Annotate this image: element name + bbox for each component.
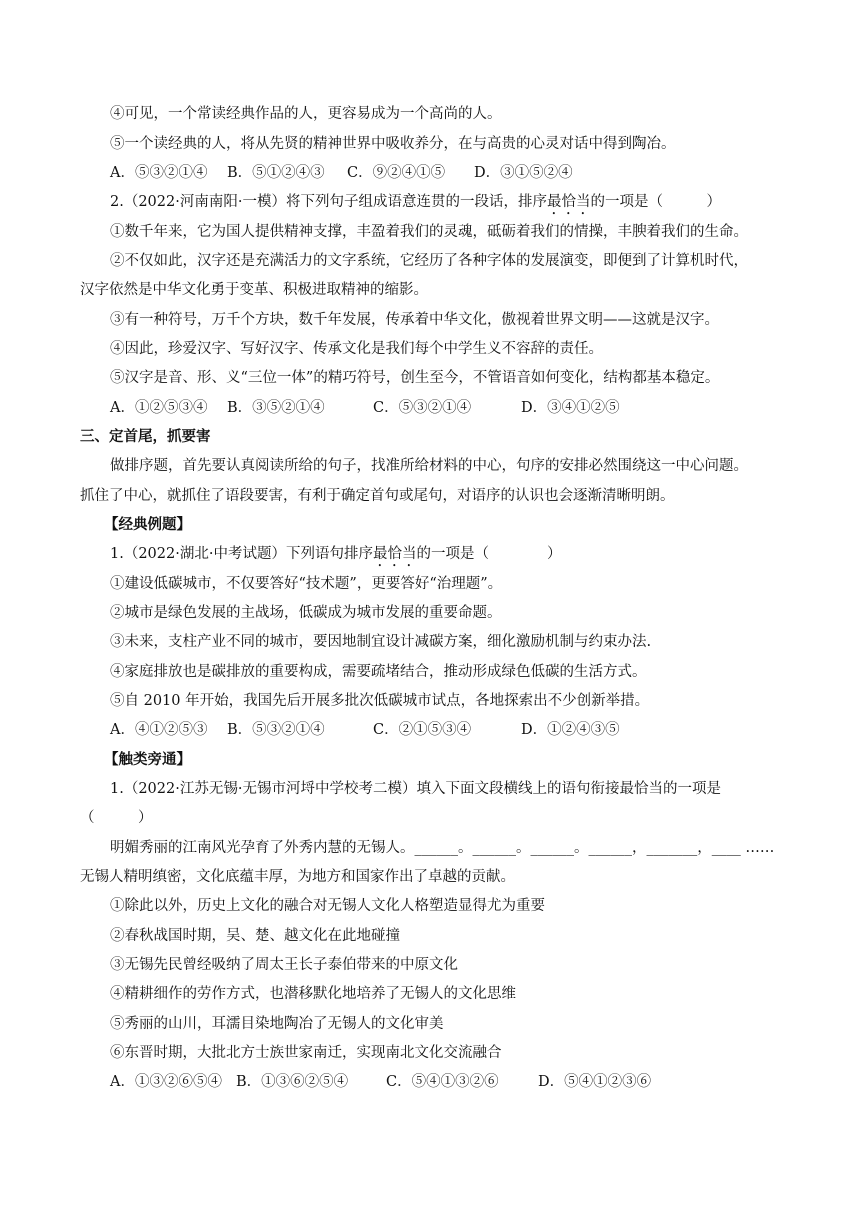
sentence: ②不仅如此，汉字还是充满活力的文字系统，它经历了各种字体的发展演变，即便到了计算机时代， — [110, 253, 748, 269]
sentence: ④家庭排放也是碳排放的重要构成，需要疏堵结合，推动形成绿色低碳的生活方式。 — [110, 664, 647, 680]
option-c: C．⑤④①③②⑥ — [386, 1074, 499, 1090]
sentence: ④因此，珍爱汉字、写好汉字、传承文化是我们每个中学生义不容辞的责任。 — [110, 341, 603, 357]
answer-options — [110, 398, 620, 418]
example-heading: 【经典例题】 — [104, 516, 191, 533]
answer-options — [110, 720, 620, 740]
sentence: ⑤汉字是音、形、义“三位一体”的精巧符号，创生至今，不管语音如何变化，结构都基本稳定。 — [110, 370, 720, 386]
question-stem — [110, 192, 721, 218]
practice-heading: 【触类旁通】 — [104, 751, 191, 768]
option-a: A．①②⑤③④ — [110, 400, 208, 416]
sentence: ④可见，一个常读经典作品的人，更容易成为一个高尚的人。 — [110, 106, 502, 122]
answer-options — [110, 163, 573, 183]
option-b: B．⑤③②①④ — [227, 722, 325, 738]
answer-options — [110, 1072, 651, 1092]
sentence: ③未来，支柱产业不同的城市，要因地制宜设计减碳方案，细化激励机制与约束办法. — [110, 634, 652, 650]
paragraph: 做排序题，首先要认真阅读所给的句子，找准所给材料的中心，句序的安排必然围绕这一中心问题。 — [110, 458, 748, 474]
sentence: ①数千年来，它为国人提供精神支撑，丰盈着我们的灵魂，砥砺着我们的情操，丰腴着我们的生命。 — [110, 224, 748, 240]
sentence: ⑤一个读经典的人，将从先贤的精神世界中吸收养分，在与高贵的心灵对话中得到陶冶。 — [110, 136, 676, 152]
option-d: D．③①⑤②④ — [474, 165, 573, 181]
passage-line: 明媚秀丽的江南风光孕育了外秀内慧的无锡人。______。______。______。______，_______，____ …… — [110, 840, 775, 856]
sentence: ①除此以外，历史上文化的融合对无锡人文化人格塑造显得尤为重要 — [110, 898, 545, 914]
sentence: ②春秋战国时期，吴、楚、越文化在此地碰撞 — [110, 928, 400, 944]
option-d: D．⑤④①②③⑥ — [538, 1074, 652, 1090]
option-d: D．③④①②⑤ — [521, 400, 620, 416]
sentence: ③有一种符号，万千个方块，数千年发展，传承着中华文化，傲视着世界文明——这就是汉字。 — [110, 312, 719, 328]
question-stem — [110, 544, 561, 570]
option-b: B．③⑤②①④ — [227, 400, 325, 416]
option-b: B．⑤①②④③ — [227, 165, 325, 181]
sentence-continued: 汉字依然是中华文化勇于变革、积极进取精神的缩影。 — [80, 282, 428, 298]
sentence: ⑤自 2010 年开始，我国先后开展多批次低碳城市试点，各地探索出不少创新举措。 — [110, 693, 650, 709]
section-heading: 三、定首尾，抓要害 — [80, 428, 211, 445]
stem-text: 的一项是（ ） — [416, 546, 562, 562]
sentence: ④精耕细作的劳作方式，也潜移默化地培养了无锡人的文化思维 — [110, 986, 516, 1002]
stem-text: 1.（2022·湖北·中考试题）下列语句排序 — [110, 546, 373, 562]
emphasis-text: 最恰当 — [372, 546, 417, 562]
option-c: C．⑨②④①⑤ — [347, 165, 446, 181]
option-c: C．②①⑤③④ — [373, 722, 472, 738]
option-c: C．⑤③②①④ — [373, 400, 472, 416]
stem-text: 的一项是（ ） — [590, 194, 721, 210]
paragraph-continued: 抓住了中心，就抓住了语段要害，有利于确定首句或尾句，对语序的认识也会逐渐清晰明朗。 — [80, 488, 675, 504]
sentence: ②城市是绿色发展的主战场，低碳成为城市发展的重要命题。 — [110, 605, 502, 621]
sentence: ⑥东晋时期，大批北方士族世家南迁，实现南北文化交流融合 — [110, 1045, 502, 1061]
stem-text: 2.（2022·河南南阳·一模）将下列句子组成语意连贯的一段话，排序 — [110, 194, 547, 210]
option-a: A．①③②⑥⑤④ — [110, 1074, 222, 1090]
option-a: A．⑤③②①④ — [110, 165, 208, 181]
passage-line-continued: 无锡人精明缜密，文化底蕴丰厚，为地方和国家作出了卓越的贡献。 — [80, 869, 515, 885]
sentence: ⑤秀丽的山川，耳濡目染地陶冶了无锡人的文化审美 — [110, 1016, 444, 1032]
option-b: B．①③⑥②⑤④ — [236, 1074, 349, 1090]
emphasis-text: 最恰当 — [546, 194, 591, 210]
sentence: ①建设低碳城市，不仅要答好“技术题”，更要答好“治理题”。 — [110, 576, 503, 592]
option-a: A．④①②⑤③ — [110, 722, 208, 738]
sentence: ③无锡先民曾经吸纳了周太王长子泰伯带来的中原文化 — [110, 957, 458, 973]
option-d: D．①②④③⑤ — [521, 722, 620, 738]
question-stem: 1.（2022·江苏无锡·无锡市河埒中学校考二模）填入下面文段横线上的语句衔接最恰当的一项是 — [110, 781, 721, 797]
answer-paren: （ ） — [80, 810, 153, 826]
